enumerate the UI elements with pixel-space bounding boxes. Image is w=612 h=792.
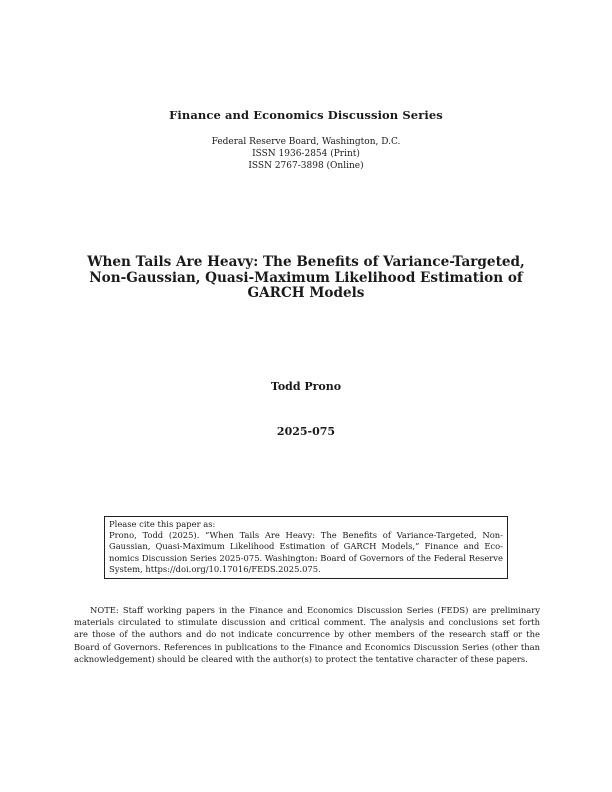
paper-number: 2025-075: [276, 425, 336, 438]
series-title: Finance and Economics Discussion Series: [169, 108, 443, 122]
paper-title-line: Non-Gaussian, Quasi-Maximum Likelihood Estimation of: [89, 269, 523, 286]
paper-title-line: When Tails Are Heavy: The Benefits of Variance-Targeted,: [87, 254, 525, 270]
publisher-line: Federal Reserve Board, Washington, D.C.: [211, 137, 401, 147]
paper-title-line: GARCH Models: [247, 285, 365, 301]
note-line: are those of the authors and do not indicate concurrence by other members of the research staff or the: [74, 629, 540, 640]
citation-box: [104, 516, 508, 579]
publisher-block: [0, 136, 612, 172]
author-name: Todd Prono: [270, 380, 342, 393]
issn-online: ISSN 2767-3898 (Online): [248, 161, 364, 171]
citation-line: nomics Discussion Series 2025-075. Washington: Board of Governors of the Federal Reserve: [109, 552, 503, 563]
citation-line: Prono, Todd (2025). “When Tails Are Heavy: The Benefits of Variance-Targeted, Non-: [109, 530, 503, 541]
paper-title: [86, 255, 526, 302]
citation-line: System, https://doi.org/10.17016/FEDS.2025.075.: [109, 563, 321, 574]
note-line: NOTE: Staff working papers in the Finance and Economics Discussion Series (FEDS) are preliminary: [90, 605, 540, 615]
citation-intro: Please cite this paper as:: [109, 519, 216, 529]
disclaimer-note: [74, 604, 540, 665]
note-line: Board of Governors. References in publications to the Finance and Economics Discussion Series (other than: [74, 641, 540, 652]
issn-print: ISSN 1936-2854 (Print): [252, 149, 360, 159]
citation-line: Gaussian, Quasi-Maximum Likelihood Estimation of GARCH Models,” Finance and Eco-: [109, 541, 503, 552]
note-line: materials circulated to stimulate discussion and critical comment. The analysis and conclusions set forth: [74, 617, 540, 628]
note-line: acknowledgement) should be cleared with the author(s) to protect the tentative character of these papers.: [74, 653, 528, 664]
